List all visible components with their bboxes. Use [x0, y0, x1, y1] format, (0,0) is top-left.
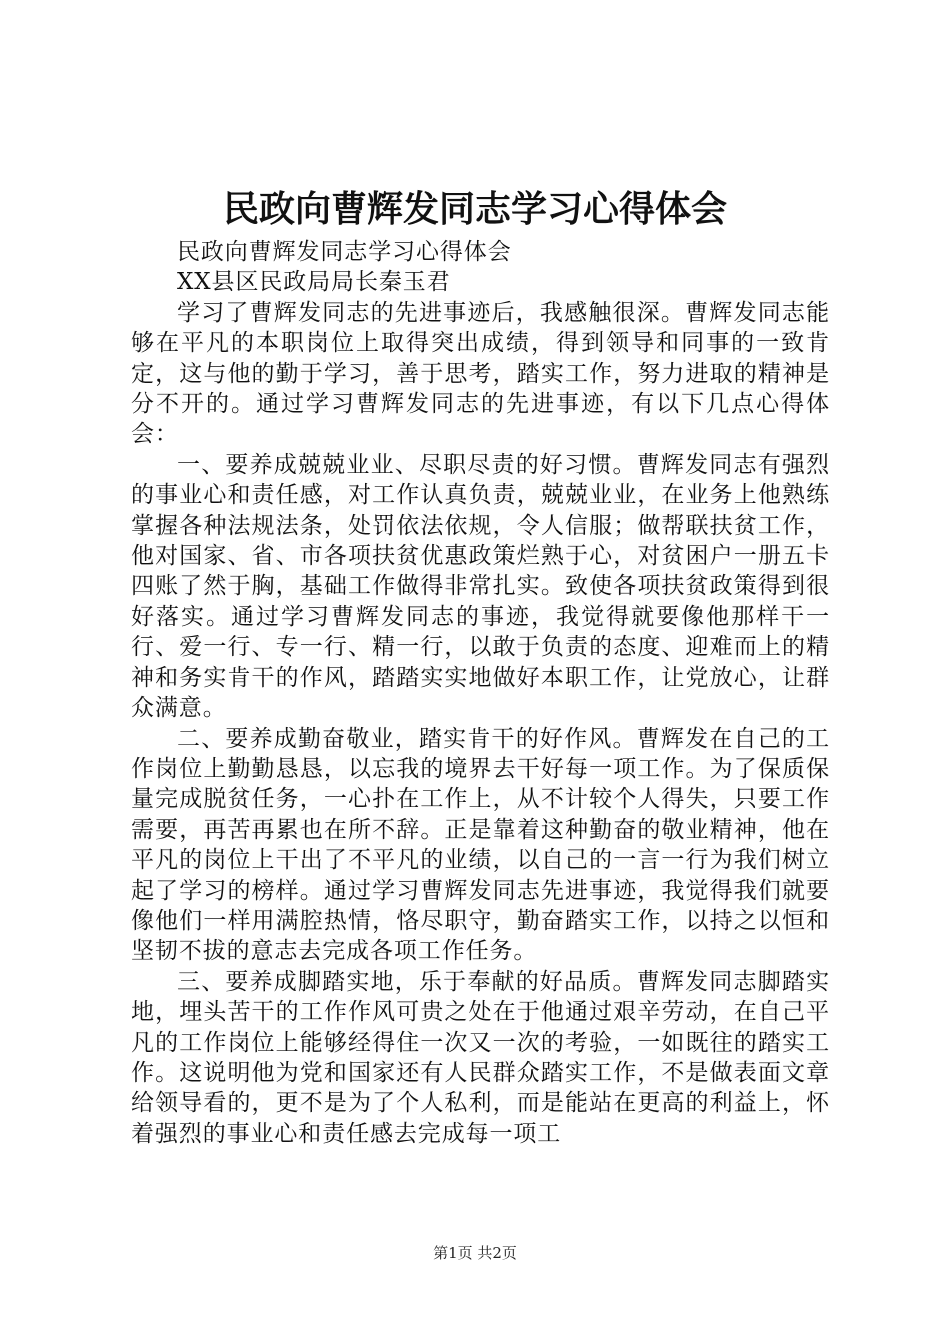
document-title: 民政向曹辉发同志学习心得体会 — [222, 188, 727, 230]
document-body — [131, 237, 830, 1149]
point-three-paragraph: 三、要养成脚踏实地，乐于奉献的好品质。曹辉发同志脚踏实地，埋头苦干的工作作风可贵之处在于他通过艰辛劳动，在自己平凡的工作岗位上能够经得住一次又一次的考验，一如既往的踏实工作。这说明他为党和国家还有人民群众踏实工作，不是做表面文章给领导看的，更不是为了个人私利，而是能站在更高的利益上，怀着强烈的事业心和责任感去完成每一项工 — [131, 968, 830, 1147]
subtitle-paragraph: 民政向曹辉发同志学习心得体会 — [177, 239, 512, 265]
page-number-footer: 第1页 共2页 — [433, 1244, 517, 1262]
author-line: XX县区民政局局长秦玉君 — [177, 269, 451, 296]
point-two-paragraph: 二、要养成勤奋敬业，踏实肯干的好作风。曹辉发在自己的工作岗位上勤勤恳恳，以忘我的境界去干好每一项工作。为了保质保量完成脱贫任务，一心扑在工作上，从不计较个人得失，只要工作需要，再苦再累也在所不辞。正是靠着这种勤奋的敬业精神，他在平凡的岗位上干出了不平凡的业绩，以自己的一言一行为我们树立起了学习的榜样。通过学习曹辉发同志先进事迹，我觉得我们就要像他们一样用满腔热情，恪尽职守，勤奋踏实工作，以持之以恒和坚韧不拔的意志去完成各项工作任务。 — [131, 725, 830, 965]
intro-paragraph: 学习了曹辉发同志的先进事迹后，我感触很深。曹辉发同志能够在平凡的本职岗位上取得突出成绩，得到领导和同事的一致肯定，这与他的勤于学习，善于思考，踏实工作，努力进取的精神是分不开的。通过学习曹辉发同志的先进事迹，有以下几点心得体会： — [131, 299, 830, 448]
point-one-paragraph: 一、要养成兢兢业业、尽职尽责的好习惯。曹辉发同志有强烈的事业心和责任感，对工作认真负责，兢兢业业，在业务上他熟练掌握各种法规法条，处罚依法依规，令人信服；做帮联扶贫工作，他对国家、省、市各项扶贫优惠政策烂熟于心，对贫困户一册五卡四账了然于胸，基础工作做得非常扎实。致使各项扶贫政策得到很好落实。通过学习曹辉发同志的事迹，我觉得就要像他那样干一行、爱一行、专一行、精一行，以敢于负责的态度、迎难而上的精神和务实肯干的作风，踏踏实实地做好本职工作，让党放心，让群众满意。 — [131, 451, 830, 722]
